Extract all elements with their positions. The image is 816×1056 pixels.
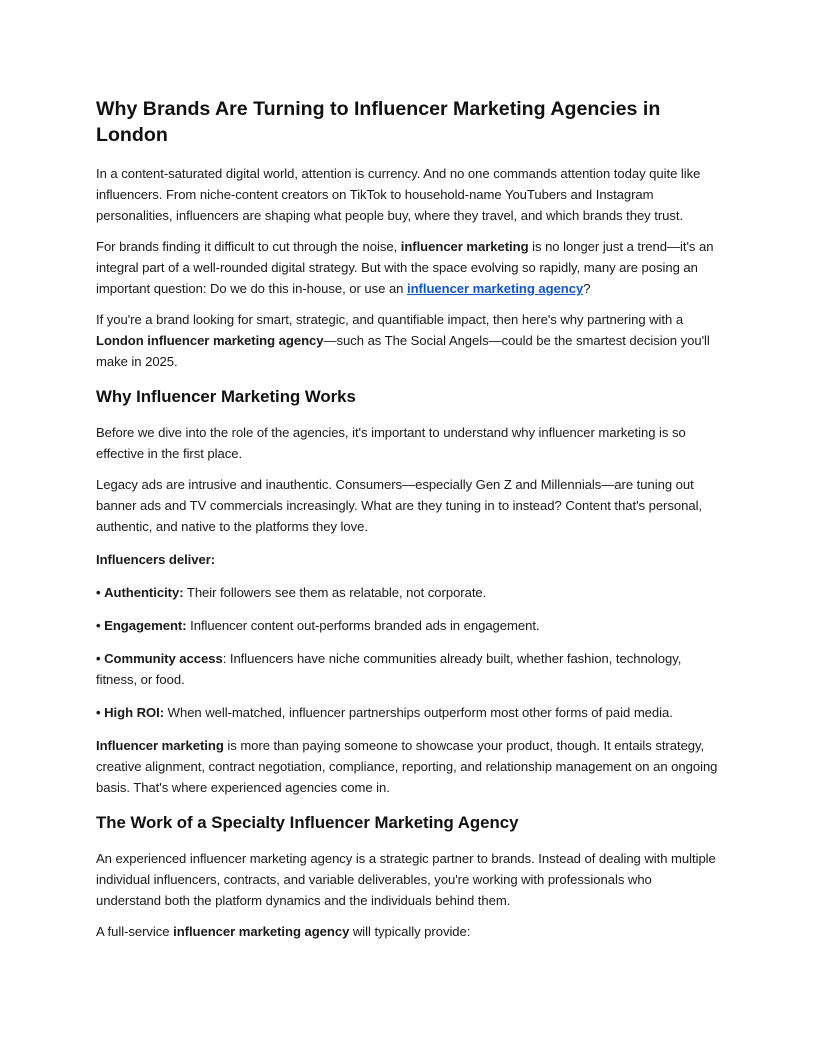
influencer-agency-link[interactable]: influencer marketing agency (407, 281, 584, 296)
bullet-marker: • (96, 705, 101, 720)
section1-p3-bold: Influencer marketing (96, 738, 224, 753)
bullet-item (96, 648, 720, 690)
intro-p2-text-c: is no longer just a trend—it's an integral part of a well-rounded digital strategy. But with the space evolving so rapidly, many are posing an important question: Do we do this in-house, or use an (96, 239, 714, 296)
bullet-item (96, 582, 720, 603)
section2-paragraph-1: An experienced influencer marketing agency is a strategic partner to brands. Instead of dealing with multiple individual influencers, contracts, and variable deliverables, you're working with professionals who understand both the platform dynamics and the individuals behind them. (96, 851, 716, 908)
bullet-term: High ROI: (104, 705, 165, 720)
intro-paragraph-3 (96, 309, 720, 372)
bullet-term: Engagement: (104, 618, 187, 633)
section1-p3-text: is more than paying someone to showcase your product, though. It entails strategy, creative alignment, contract negotiation, compliance, reporting, and relationship management on an ongoing basis. That's where experienced agencies come in. (96, 738, 718, 795)
bullet-term: Community access (104, 651, 223, 666)
intro-p1-text: In a content-saturated digital world, attention is currency. And no one commands attention today quite like influencers. From niche-content creators on TikTok to household-name YouTubers and Instagram personalities, influencers are shaping what people buy, where they travel, and which brands they trust. (96, 166, 701, 223)
intro-p3-text-a: If you're a brand looking for smart, strategic, and quantifiable impact, then here's why partnering with a (96, 312, 684, 327)
intro-paragraph-1 (96, 163, 720, 226)
deliver-label-text: Influencers deliver: (96, 552, 216, 567)
bullet-text: Their followers see them as relatable, not corporate. (183, 585, 487, 600)
intro-p3-text-c: —such as The Social Angels—could be the smartest decision you'll make in 2025. (96, 333, 710, 369)
section1-paragraph-2: Legacy ads are intrusive and inauthentic. Consumers—especially Gen Z and Millennials—are tuning out banner ads and TV commercials increasingly. What are they tuning in to instead? Content that's personal, authentic, and native to the platforms they love. (96, 477, 703, 534)
section-heading-why-works: Why Influencer Marketing Works (96, 387, 356, 406)
section2-p2-text-a: A full-service (96, 924, 174, 939)
section1-paragraph-3 (96, 735, 720, 798)
section-heading-agency-work: The Work of a Specialty Influencer Marketing Agency (96, 813, 519, 832)
bullet-item (96, 615, 720, 636)
section2-p2-text-c: will typically provide: (349, 924, 471, 939)
section2-p2-bold: influencer marketing agency (173, 924, 350, 939)
article-title: Why Brands Are Turning to Influencer Marketing Agencies in London (96, 98, 661, 146)
intro-p2-bold: influencer marketing (400, 239, 529, 254)
influencers-deliver-label (96, 549, 720, 570)
bullet-item (96, 702, 720, 723)
intro-p3-bold: London influencer marketing agency (96, 333, 324, 348)
bullet-text: When well-matched, influencer partnerships outperform most other forms of paid media. (164, 705, 673, 720)
bullet-marker: • (96, 585, 101, 600)
bullet-term: Authenticity: (104, 585, 184, 600)
bullet-marker: • (96, 651, 101, 666)
bullet-text: Influencer content out-performs branded ads in engagement. (186, 618, 540, 633)
section2-paragraph-2 (96, 921, 720, 942)
section1-paragraph-1: Before we dive into the role of the agencies, it's important to understand why influencer marketing is so effective in the first place. (96, 425, 686, 461)
intro-p2-text-a: For brands finding it difficult to cut through the noise, (96, 239, 401, 254)
bullet-marker: • (96, 618, 101, 633)
intro-paragraph-2 (96, 236, 720, 299)
bullet-text: : Influencers have niche communities already built, whether fashion, technology, fitness, or food. (96, 651, 682, 687)
intro-p2-text-d: ? (583, 281, 591, 296)
